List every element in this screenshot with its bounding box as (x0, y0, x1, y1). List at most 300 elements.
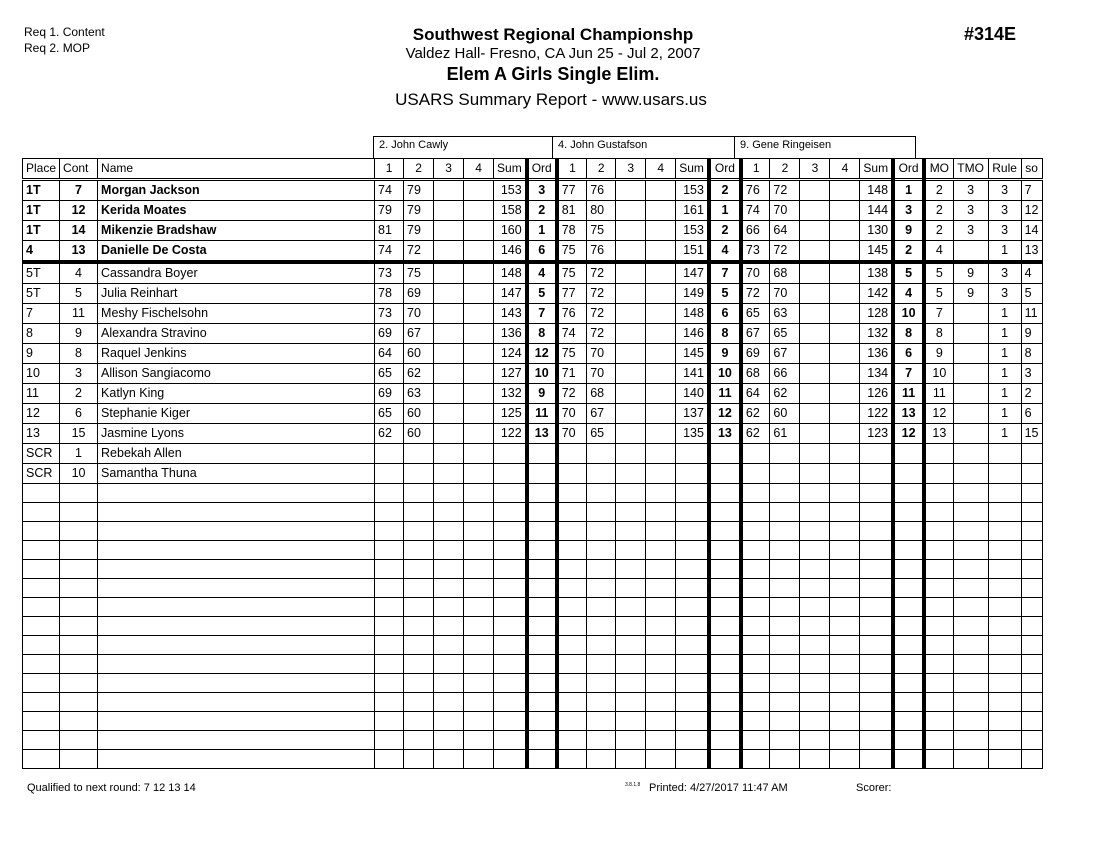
empty-cell (893, 560, 924, 579)
col-j1-sum: Sum (494, 159, 527, 180)
empty-cell (988, 750, 1021, 769)
judge-3-sum-cell: 144 (860, 201, 893, 221)
empty-cell (98, 674, 375, 693)
empty-cell (924, 541, 953, 560)
judge-3-score-3-cell (800, 404, 830, 424)
empty-cell (404, 636, 434, 655)
empty-cell (527, 731, 557, 750)
empty-cell (527, 560, 557, 579)
empty-cell (494, 731, 527, 750)
judge-3-score-3-cell (800, 241, 830, 263)
judge-3-score-3-cell (800, 180, 830, 201)
judge-3-score-2-cell: 67 (770, 344, 800, 364)
empty-cell (646, 503, 676, 522)
empty-cell (23, 560, 60, 579)
empty-cell (800, 693, 830, 712)
empty-cell (988, 560, 1021, 579)
judge-3-sum-cell: 126 (860, 384, 893, 404)
judge-1-sum-cell: 160 (494, 221, 527, 241)
name-cell: Samantha Thuna (98, 464, 375, 484)
col-j1-4: 4 (464, 159, 494, 180)
judge-3-score-3-cell (800, 304, 830, 324)
so-cell: 9 (1021, 324, 1042, 344)
empty-cell (953, 750, 988, 769)
judge-1-score-2-cell (404, 444, 434, 464)
judge-2-score-1-cell (557, 444, 587, 464)
so-cell: 13 (1021, 241, 1042, 263)
judge-3-score-4-cell (830, 364, 860, 384)
judge-2-sum-cell: 147 (676, 262, 709, 284)
judge-1-score-4-cell (464, 404, 494, 424)
empty-cell (709, 484, 741, 503)
judge-3-score-4-cell (830, 201, 860, 221)
tmo-cell: 3 (953, 180, 988, 201)
empty-cell (860, 750, 893, 769)
judge-1-score-3-cell (434, 344, 464, 364)
empty-cell (404, 655, 434, 674)
judge-2-sum-cell: 161 (676, 201, 709, 221)
empty-cell (616, 560, 646, 579)
empty-cell (924, 655, 953, 674)
name-cell: Cassandra Boyer (98, 262, 375, 284)
so-cell: 12 (1021, 201, 1042, 221)
empty-cell (434, 579, 464, 598)
judge-3-ordinal-cell: 7 (893, 364, 924, 384)
empty-cell (988, 522, 1021, 541)
empty-cell (924, 750, 953, 769)
empty-cell (98, 560, 375, 579)
empty-cell (434, 541, 464, 560)
judge-3-score-3-cell (800, 221, 830, 241)
mo-cell (924, 464, 953, 484)
empty-cell (587, 636, 616, 655)
empty-cell (494, 617, 527, 636)
judge-2-score-4-cell (646, 404, 676, 424)
empty-cell (800, 541, 830, 560)
col-j2-sum: Sum (676, 159, 709, 180)
empty-cell (98, 693, 375, 712)
empty-cell (709, 522, 741, 541)
judge-2-score-3-cell (616, 180, 646, 201)
so-cell: 2 (1021, 384, 1042, 404)
empty-cell (860, 598, 893, 617)
cont-cell: 7 (60, 180, 98, 201)
empty-cell (646, 750, 676, 769)
empty-cell (953, 693, 988, 712)
judge-1-score-3-cell (434, 201, 464, 221)
cont-cell: 11 (60, 304, 98, 324)
table-row (23, 180, 1043, 201)
judge-2-sum-cell (676, 464, 709, 484)
judge-2-score-2-cell: 72 (587, 262, 616, 284)
empty-cell (800, 712, 830, 731)
judge-3-score-3-cell (800, 324, 830, 344)
judge-2-score-2-cell: 75 (587, 221, 616, 241)
judge-1-ordinal-cell: 2 (527, 201, 557, 221)
empty-cell (557, 674, 587, 693)
place-cell: 1T (23, 201, 60, 221)
cont-cell: 1 (60, 444, 98, 464)
place-cell: SCR (23, 444, 60, 464)
empty-row (23, 522, 1043, 541)
mo-cell: 9 (924, 344, 953, 364)
empty-cell (527, 636, 557, 655)
judge-1-sum-cell: 132 (494, 384, 527, 404)
table-row (23, 221, 1043, 241)
empty-cell (557, 560, 587, 579)
empty-cell (527, 541, 557, 560)
empty-cell (830, 598, 860, 617)
empty-cell (800, 731, 830, 750)
empty-cell (404, 541, 434, 560)
empty-cell (404, 560, 434, 579)
judge-3-sum-cell: 134 (860, 364, 893, 384)
judge-1-score-1-cell: 74 (375, 180, 404, 201)
judge-1-sum-cell: 122 (494, 424, 527, 444)
empty-cell (1021, 636, 1042, 655)
judge-3-score-1-cell: 65 (741, 304, 770, 324)
empty-cell (60, 636, 98, 655)
empty-row (23, 674, 1043, 693)
judge-1-score-4-cell (464, 180, 494, 201)
col-j3-ord: Ord (893, 159, 924, 180)
judge-2-score-1-cell: 75 (557, 344, 587, 364)
empty-cell (23, 731, 60, 750)
empty-cell (557, 579, 587, 598)
empty-cell (893, 484, 924, 503)
empty-cell (404, 712, 434, 731)
empty-cell (676, 503, 709, 522)
judge-2-sum-cell: 151 (676, 241, 709, 263)
empty-cell (527, 693, 557, 712)
empty-row (23, 655, 1043, 674)
empty-cell (587, 522, 616, 541)
empty-cell (830, 522, 860, 541)
empty-cell (953, 560, 988, 579)
mo-cell: 5 (924, 262, 953, 284)
judge-3-ordinal-cell (893, 464, 924, 484)
judge-1-ordinal-cell: 9 (527, 384, 557, 404)
empty-cell (1021, 655, 1042, 674)
empty-cell (404, 674, 434, 693)
empty-cell (434, 655, 464, 674)
empty-cell (676, 674, 709, 693)
empty-cell (953, 655, 988, 674)
judge-2-score-2-cell: 80 (587, 201, 616, 221)
judge-2-sum-cell: 149 (676, 284, 709, 304)
empty-cell (1021, 617, 1042, 636)
judge-2-score-3-cell (616, 464, 646, 484)
empty-cell (741, 655, 770, 674)
empty-cell (434, 598, 464, 617)
judge-3-ordinal-cell: 11 (893, 384, 924, 404)
judge-1-score-1-cell: 65 (375, 404, 404, 424)
empty-cell (830, 560, 860, 579)
empty-cell (924, 636, 953, 655)
judge-2-score-4-cell (646, 444, 676, 464)
empty-cell (893, 674, 924, 693)
empty-cell (23, 503, 60, 522)
judge-1-score-4-cell (464, 384, 494, 404)
cont-cell: 6 (60, 404, 98, 424)
col-j2-2: 2 (587, 159, 616, 180)
empty-row (23, 617, 1043, 636)
col-tmo: TMO (953, 159, 988, 180)
empty-cell (709, 560, 741, 579)
empty-cell (587, 617, 616, 636)
empty-cell (988, 636, 1021, 655)
empty-cell (646, 731, 676, 750)
table-row (23, 262, 1043, 284)
judge-1-score-3-cell (434, 364, 464, 384)
empty-cell (800, 560, 830, 579)
judge-2-ordinal-cell (709, 444, 741, 464)
empty-cell (23, 693, 60, 712)
judge-2-score-3-cell (616, 404, 646, 424)
empty-cell (464, 731, 494, 750)
judge-2-score-2-cell: 72 (587, 304, 616, 324)
judge-2-score-1-cell: 70 (557, 424, 587, 444)
empty-cell (830, 712, 860, 731)
empty-cell (709, 579, 741, 598)
judge-3-score-4-cell (830, 262, 860, 284)
name-cell: Julia Reinhart (98, 284, 375, 304)
judge-3-score-2-cell (770, 444, 800, 464)
judge-2-ordinal-cell: 7 (709, 262, 741, 284)
col-j1-2: 2 (404, 159, 434, 180)
empty-cell (527, 712, 557, 731)
name-cell: Raquel Jenkins (98, 344, 375, 364)
empty-cell (770, 503, 800, 522)
empty-cell (23, 484, 60, 503)
judge-3-score-4-cell (830, 180, 860, 201)
judge-1-ordinal-cell: 1 (527, 221, 557, 241)
empty-cell (464, 579, 494, 598)
judge-2-score-1-cell (557, 464, 587, 484)
judge-2-score-3-cell (616, 424, 646, 444)
tmo-cell (953, 404, 988, 424)
table-row (23, 404, 1043, 424)
empty-cell (557, 655, 587, 674)
col-j1-3: 3 (434, 159, 464, 180)
judge-1-score-1-cell: 62 (375, 424, 404, 444)
empty-cell (616, 636, 646, 655)
judge-2-ordinal-cell: 4 (709, 241, 741, 263)
empty-cell (800, 598, 830, 617)
empty-cell (60, 655, 98, 674)
judge-2-score-2-cell: 68 (587, 384, 616, 404)
judge-2-label: 4. John Gustafson (552, 136, 735, 158)
rule-cell: 3 (988, 221, 1021, 241)
empty-cell (375, 674, 404, 693)
empty-row (23, 636, 1043, 655)
empty-cell (800, 522, 830, 541)
place-cell: 9 (23, 344, 60, 364)
cont-cell: 14 (60, 221, 98, 241)
place-cell: 5T (23, 284, 60, 304)
place-cell: 11 (23, 384, 60, 404)
empty-cell (770, 541, 800, 560)
empty-cell (830, 693, 860, 712)
empty-cell (1021, 731, 1042, 750)
empty-cell (464, 522, 494, 541)
judge-1-ordinal-cell: 4 (527, 262, 557, 284)
empty-cell (616, 484, 646, 503)
empty-cell (375, 693, 404, 712)
empty-cell (98, 655, 375, 674)
judge-3-score-4-cell (830, 284, 860, 304)
empty-cell (494, 484, 527, 503)
judge-1-ordinal-cell: 8 (527, 324, 557, 344)
empty-cell (464, 541, 494, 560)
judge-3-score-1-cell: 69 (741, 344, 770, 364)
judge-3-sum-cell: 128 (860, 304, 893, 324)
judge-3-score-2-cell: 66 (770, 364, 800, 384)
so-cell (1021, 444, 1042, 464)
judge-3-sum-cell: 130 (860, 221, 893, 241)
judge-1-ordinal-cell: 12 (527, 344, 557, 364)
empty-cell (616, 579, 646, 598)
so-cell: 3 (1021, 364, 1042, 384)
empty-cell (557, 712, 587, 731)
judge-1-ordinal-cell: 6 (527, 241, 557, 263)
judge-1-score-4-cell (464, 262, 494, 284)
name-cell: Morgan Jackson (98, 180, 375, 201)
tmo-cell (953, 324, 988, 344)
empty-cell (893, 750, 924, 769)
mo-cell: 5 (924, 284, 953, 304)
printed-timestamp: Printed: 4/27/2017 11:47 AM (649, 782, 788, 794)
empty-cell (60, 674, 98, 693)
judge-2-score-4-cell (646, 262, 676, 284)
empty-cell (770, 598, 800, 617)
empty-cell (434, 731, 464, 750)
name-cell: Stephanie Kiger (98, 404, 375, 424)
judge-2-sum-cell: 145 (676, 344, 709, 364)
empty-cell (23, 750, 60, 769)
tmo-cell: 3 (953, 201, 988, 221)
judge-2-score-3-cell (616, 364, 646, 384)
empty-cell (830, 636, 860, 655)
judge-1-ordinal-cell (527, 464, 557, 484)
empty-cell (924, 598, 953, 617)
judge-1-ordinal-cell: 10 (527, 364, 557, 384)
judge-1-score-3-cell (434, 284, 464, 304)
empty-cell (375, 712, 404, 731)
judge-1-score-1-cell: 78 (375, 284, 404, 304)
empty-cell (860, 579, 893, 598)
judge-2-ordinal-cell: 13 (709, 424, 741, 444)
empty-cell (860, 522, 893, 541)
empty-cell (830, 503, 860, 522)
scorer-label: Scorer: (856, 782, 892, 794)
empty-cell (709, 693, 741, 712)
empty-cell (953, 541, 988, 560)
rule-cell: 3 (988, 284, 1021, 304)
col-name: Name (98, 159, 375, 180)
empty-cell (1021, 484, 1042, 503)
judge-3-ordinal-cell: 10 (893, 304, 924, 324)
judge-1-score-2-cell: 69 (404, 284, 434, 304)
tmo-cell (953, 364, 988, 384)
empty-cell (676, 693, 709, 712)
empty-cell (860, 731, 893, 750)
empty-row (23, 693, 1043, 712)
empty-row (23, 484, 1043, 503)
judge-2-score-4-cell (646, 324, 676, 344)
empty-cell (709, 503, 741, 522)
judge-1-score-1-cell (375, 444, 404, 464)
judge-3-ordinal-cell: 9 (893, 221, 924, 241)
judge-3-score-1-cell (741, 444, 770, 464)
empty-cell (741, 598, 770, 617)
judge-2-score-1-cell: 78 (557, 221, 587, 241)
judge-1-sum-cell: 158 (494, 201, 527, 221)
empty-cell (464, 674, 494, 693)
empty-cell (924, 484, 953, 503)
empty-cell (988, 579, 1021, 598)
empty-cell (464, 750, 494, 769)
rule-cell (988, 464, 1021, 484)
mo-cell (924, 444, 953, 464)
empty-cell (494, 674, 527, 693)
rule-cell: 3 (988, 201, 1021, 221)
judge-1-score-2-cell: 60 (404, 344, 434, 364)
judge-3-score-3-cell (800, 344, 830, 364)
empty-cell (830, 655, 860, 674)
qualified-list: Qualified to next round: 7 12 13 14 (27, 782, 196, 794)
judge-1-score-4-cell (464, 241, 494, 263)
judge-3-sum-cell: 122 (860, 404, 893, 424)
empty-cell (494, 560, 527, 579)
judge-3-score-4-cell (830, 464, 860, 484)
judge-2-score-1-cell: 71 (557, 364, 587, 384)
judge-3-score-2-cell: 63 (770, 304, 800, 324)
judge-2-sum-cell (676, 444, 709, 464)
empty-cell (830, 484, 860, 503)
empty-cell (464, 503, 494, 522)
cont-cell: 8 (60, 344, 98, 364)
judge-3-score-1-cell: 66 (741, 221, 770, 241)
version-mark: 3.8.1.8 (625, 782, 641, 788)
judge-3-ordinal-cell: 8 (893, 324, 924, 344)
tmo-cell: 9 (953, 262, 988, 284)
mo-cell: 2 (924, 201, 953, 221)
place-cell: 7 (23, 304, 60, 324)
judge-1-sum-cell: 153 (494, 180, 527, 201)
empty-cell (676, 731, 709, 750)
empty-cell (616, 693, 646, 712)
empty-cell (800, 674, 830, 693)
judge-3-score-4-cell (830, 324, 860, 344)
judge-1-score-2-cell: 60 (404, 424, 434, 444)
judge-1-score-1-cell: 73 (375, 262, 404, 284)
competition-title: Southwest Regional Championshp (412, 25, 694, 44)
empty-cell (434, 560, 464, 579)
empty-cell (1021, 579, 1042, 598)
judge-3-ordinal-cell: 1 (893, 180, 924, 201)
empty-cell (616, 674, 646, 693)
empty-cell (23, 541, 60, 560)
cont-cell: 10 (60, 464, 98, 484)
empty-cell (770, 579, 800, 598)
empty-cell (464, 560, 494, 579)
judge-2-score-2-cell: 72 (587, 324, 616, 344)
empty-cell (494, 579, 527, 598)
judge-1-sum-cell: 125 (494, 404, 527, 424)
empty-cell (527, 503, 557, 522)
judge-3-score-2-cell: 70 (770, 284, 800, 304)
